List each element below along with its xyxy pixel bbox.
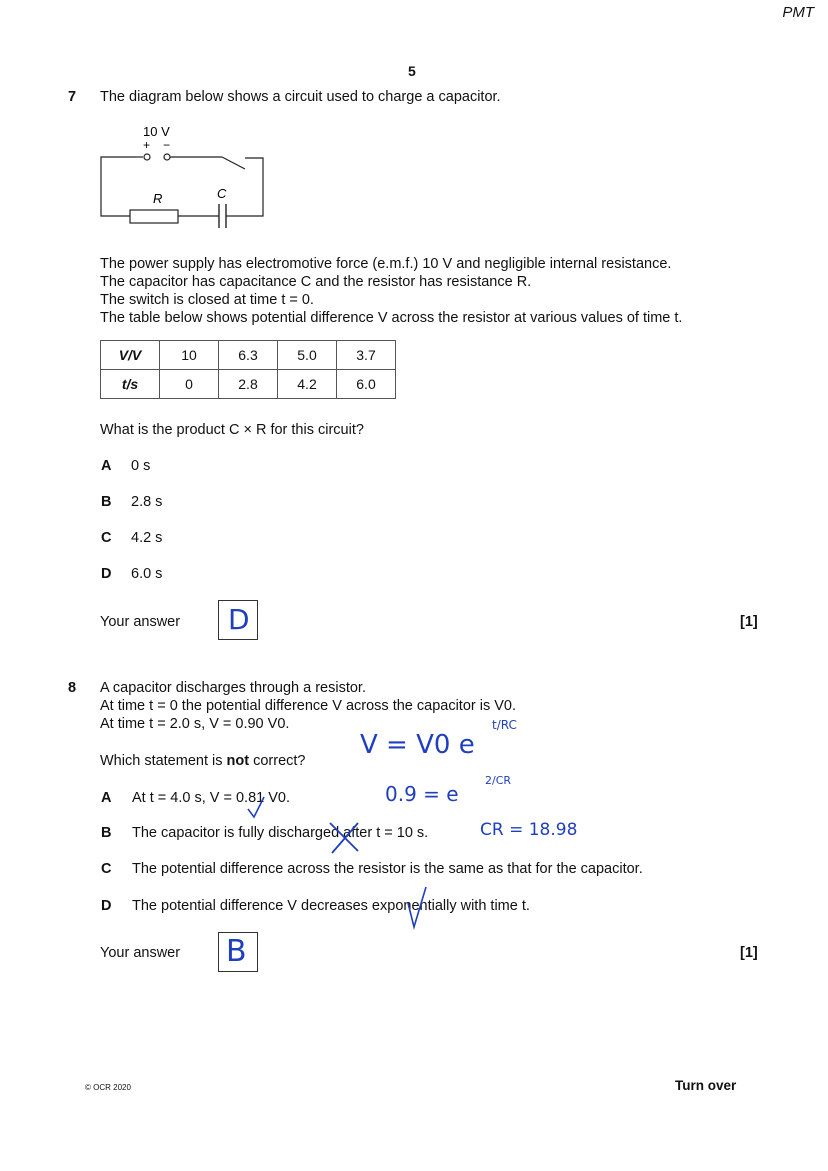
table-row [101, 341, 396, 370]
question-7-number: 7 [68, 89, 77, 105]
capacitor-label: C [217, 186, 227, 201]
handwritten-equation-2: 0.9 = e [385, 782, 459, 806]
table-cell: 6.0 [337, 370, 396, 399]
table-cell: 6.3 [219, 341, 278, 370]
q7-line-1: The power supply has electromotive force (e.m.f.) 10 V and negligible internal resistance. [100, 256, 672, 272]
q8-option-text: The potential difference across the resistor is the same as that for the capacitor. [132, 861, 643, 877]
q7-option-letter: A [101, 458, 112, 474]
page-number: 5 [408, 63, 416, 79]
q7-option-letter: B [101, 494, 112, 510]
q7-option-text: 4.2 s [131, 530, 163, 546]
q7-line-4: The table below shows potential difference V across the resistor at various values of time t. [100, 310, 683, 326]
voltage-time-table [100, 340, 396, 399]
q7-option-letter: D [101, 566, 112, 582]
question-7-prompt: What is the product C × R for this circuit? [100, 422, 364, 438]
q8-option-letter: D [101, 898, 112, 914]
q7-answer-label: Your answer [100, 614, 181, 630]
resistor [130, 210, 178, 223]
table-cell: 5.0 [278, 341, 337, 370]
q8-line-3: At time t = 2.0 s, V = 0.90 V0. [100, 716, 290, 732]
table-header-v: V/V [101, 341, 160, 370]
tick-mark-icon [408, 887, 426, 927]
handwritten-marks [240, 795, 440, 935]
q8-option-text: The capacitor is fully discharged after t = 10 s. [132, 825, 429, 841]
q8-option-text: At t = 4.0 s, V = 0.81 V0. [132, 790, 290, 806]
q8-answer-box[interactable] [218, 932, 258, 972]
q7-marks: [1] [740, 614, 758, 630]
q8-option-letter: C [101, 861, 112, 877]
q7-option-letter: C [101, 530, 112, 546]
question-7-intro: The diagram below shows a circuit used to charge a capacitor. [100, 89, 501, 105]
table-cell: 2.8 [219, 370, 278, 399]
q8-line-1: A capacitor discharges through a resistor. [100, 680, 366, 696]
question-8-prompt: Which statement is not correct? [100, 753, 306, 769]
handwritten-equation-1: V = V0 e [360, 730, 475, 760]
handwritten-cr-value: CR = 18.98 [480, 820, 578, 840]
plus-sign: + [143, 138, 151, 152]
q8-option-letter: B [101, 825, 112, 841]
tick-mark-icon [248, 797, 264, 817]
q7-handwritten-answer: D [228, 603, 250, 636]
q8-handwritten-answer: B [226, 934, 247, 969]
table-cell: 10 [160, 341, 219, 370]
circuit-diagram [95, 118, 275, 233]
table-cell: 0 [160, 370, 219, 399]
terminal-plus [144, 154, 150, 160]
table-header-t: t/s [101, 370, 160, 399]
resistor-label: R [153, 191, 163, 206]
minus-sign: − [163, 138, 171, 152]
q7-option-text: 0 s [131, 458, 151, 474]
handwritten-exponent-1: t/RC [492, 718, 517, 732]
q7-answer-box[interactable] [218, 600, 258, 640]
q8-option-letter: A [101, 790, 112, 806]
q8-marks: [1] [740, 945, 758, 961]
table-row [101, 370, 396, 399]
handwritten-exponent-2: 2/CR [485, 774, 512, 787]
q8-line-2: At time t = 0 the potential difference V across the capacitor is V0. [100, 698, 517, 714]
q8-option-text: The potential difference V decreases exponentially with time t. [132, 898, 530, 914]
copyright: © OCR 2020 [85, 1083, 131, 1092]
supply-label: 10 V [143, 124, 170, 139]
turn-over: Turn over [675, 1078, 737, 1093]
q7-line-3: The switch is closed at time t = 0. [100, 292, 314, 308]
cross-mark-icon [330, 823, 358, 853]
q7-option-text: 2.8 s [131, 494, 163, 510]
question-7-description [100, 255, 682, 327]
corner-label: PMT [782, 4, 814, 21]
terminal-minus [164, 154, 170, 160]
table-cell: 3.7 [337, 341, 396, 370]
q7-option-text: 6.0 s [131, 566, 163, 582]
table-cell: 4.2 [278, 370, 337, 399]
q7-line-2: The capacitor has capacitance C and the resistor has resistance R. [100, 274, 532, 290]
switch [222, 157, 245, 169]
question-8-number: 8 [68, 680, 77, 696]
q8-answer-label: Your answer [100, 945, 181, 961]
